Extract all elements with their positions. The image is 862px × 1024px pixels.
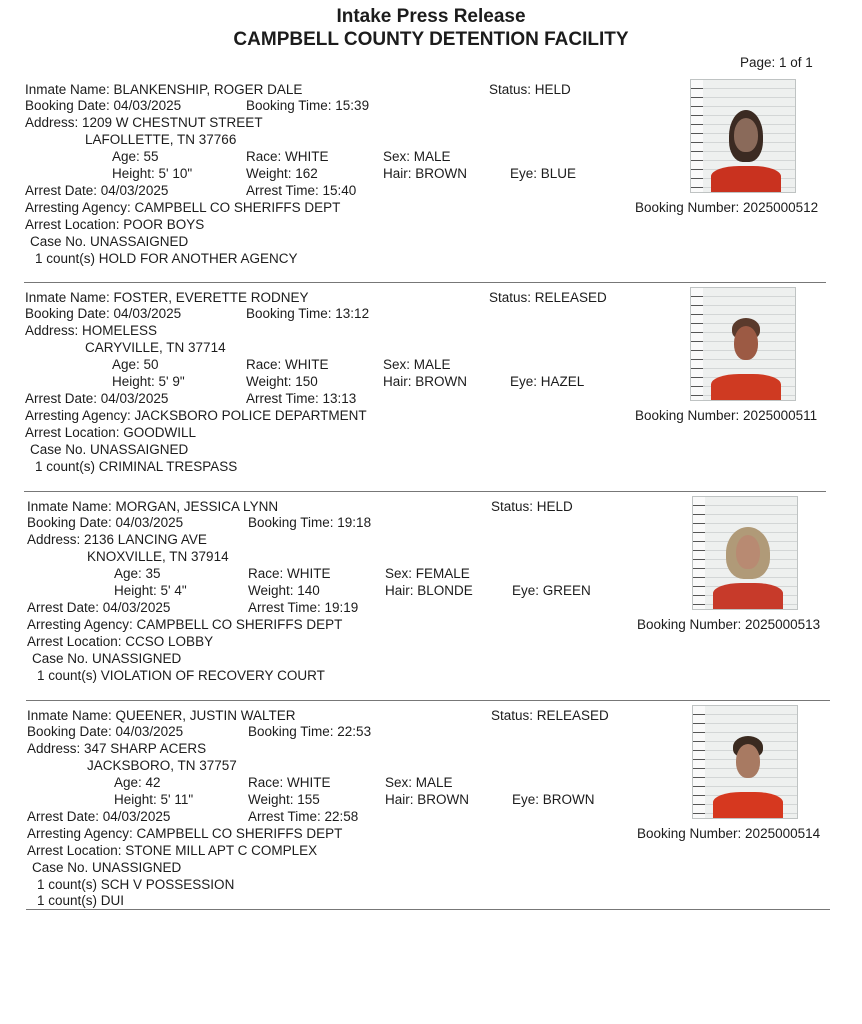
booking-date: Booking Date: 04/03/2025 [27,724,184,739]
case-number: Case No. UNASSIGNED [32,860,182,875]
arresting-agency: Arresting Agency: CAMPBELL CO SHERIFFS DEPT [27,617,343,632]
race: Race: WHITE [246,357,329,372]
status-badge: Status: RELEASED [489,290,607,305]
charge: 1 count(s) VIOLATION OF RECOVERY COURT [37,668,325,683]
arrest-location: Arrest Location: GOODWILL [25,425,197,440]
height: Height: 5' 10" [112,166,193,181]
arrest-date: Arrest Date: 04/03/2025 [27,809,171,824]
arrest-location: Arrest Location: POOR BOYS [25,217,205,232]
status-badge: Status: HELD [491,499,573,514]
booking-time: Booking Time: 22:53 [248,724,372,739]
arrest-date: Arrest Date: 04/03/2025 [25,183,169,198]
charge: 1 count(s) SCH V POSSESSION [37,877,235,892]
height: Height: 5' 9" [112,374,185,389]
mugshot-photo [692,496,798,610]
sex: Sex: MALE [383,357,451,372]
height: Height: 5' 4" [114,583,187,598]
document-title: Intake Press Release [336,6,526,27]
mugshot-photo [692,705,798,819]
status-badge: Status: HELD [489,82,571,97]
address-line1: Address: 1209 W CHESTNUT STREET [25,115,263,130]
eye-color: Eye: HAZEL [510,374,585,389]
weight: Weight: 150 [246,374,318,389]
race: Race: WHITE [246,149,329,164]
arrest-date: Arrest Date: 04/03/2025 [27,600,171,615]
hair-color: Hair: BROWN [383,374,467,389]
record-divider [24,282,826,283]
inmate-name: Inmate Name: MORGAN, JESSICA LYNN [27,499,279,514]
arrest-location: Arrest Location: CCSO LOBBY [27,634,214,649]
arrest-time: Arrest Time: 22:58 [248,809,359,824]
case-number: Case No. UNASSAIGNED [30,442,189,457]
sex: Sex: MALE [383,149,451,164]
address-line1: Address: 347 SHARP ACERS [27,741,207,756]
inmate-name: Inmate Name: BLANKENSHIP, ROGER DALE [25,82,303,97]
race: Race: WHITE [248,775,331,790]
arrest-time: Arrest Time: 13:13 [246,391,357,406]
eye-color: Eye: BLUE [510,166,577,181]
address-line2: KNOXVILLE, TN 37914 [87,549,229,564]
hair-color: Hair: BROWN [383,166,467,181]
booking-date: Booking Date: 04/03/2025 [27,515,184,530]
page-number: Page: 1 of 1 [740,55,813,70]
weight: Weight: 162 [246,166,318,181]
hair-color: Hair: BROWN [385,792,469,807]
case-number: Case No. UNASSAIGNED [30,234,189,249]
booking-date: Booking Date: 04/03/2025 [25,306,182,321]
mugshot-photo [690,79,796,193]
booking-number: Booking Number: 2025000513 [637,617,821,632]
arrest-time: Arrest Time: 19:19 [248,600,359,615]
facility-name: CAMPBELL COUNTY DETENTION FACILITY [233,29,629,50]
address-line2: JACKSBORO, TN 37757 [87,758,237,773]
race: Race: WHITE [248,566,331,581]
age: Age: 50 [112,357,159,372]
booking-time: Booking Time: 15:39 [246,98,370,113]
record-divider [26,909,830,910]
mugshot-photo [690,287,796,401]
height: Height: 5' 11" [114,792,194,807]
booking-date: Booking Date: 04/03/2025 [25,98,182,113]
sex: Sex: MALE [385,775,453,790]
booking-number: Booking Number: 2025000514 [637,826,821,841]
age: Age: 35 [114,566,161,581]
age: Age: 55 [112,149,159,164]
arrest-time: Arrest Time: 15:40 [246,183,357,198]
arresting-agency: Arresting Agency: JACKSBORO POLICE DEPARTMENT [25,408,367,423]
age: Age: 42 [114,775,161,790]
arresting-agency: Arresting Agency: CAMPBELL CO SHERIFFS DEPT [27,826,343,841]
eye-color: Eye: GREEN [512,583,591,598]
inmate-name: Inmate Name: QUEENER, JUSTIN WALTER [27,708,296,723]
charge: 1 count(s) DUI [37,893,125,908]
charge: 1 count(s) CRIMINAL TRESPASS [35,459,238,474]
arrest-location: Arrest Location: STONE MILL APT C COMPLEX [27,843,318,858]
case-number: Case No. UNASSIGNED [32,651,182,666]
booking-number: Booking Number: 2025000512 [635,200,819,215]
status-badge: Status: RELEASED [491,708,609,723]
address-line1: Address: 2136 LANCING AVE [27,532,207,547]
weight: Weight: 140 [248,583,320,598]
address-line2: CARYVILLE, TN 37714 [85,340,226,355]
record-divider [26,700,830,701]
booking-time: Booking Time: 19:18 [248,515,372,530]
weight: Weight: 155 [248,792,320,807]
arrest-date: Arrest Date: 04/03/2025 [25,391,169,406]
booking-number: Booking Number: 2025000511 [635,408,818,423]
inmate-name: Inmate Name: FOSTER, EVERETTE RODNEY [25,290,309,305]
booking-time: Booking Time: 13:12 [246,306,370,321]
eye-color: Eye: BROWN [512,792,595,807]
sex: Sex: FEMALE [385,566,470,581]
arresting-agency: Arresting Agency: CAMPBELL CO SHERIFFS DEPT [25,200,341,215]
address-line1: Address: HOMELESS [25,323,158,338]
charge: 1 count(s) HOLD FOR ANOTHER AGENCY [35,251,298,266]
hair-color: Hair: BLONDE [385,583,473,598]
address-line2: LAFOLLETTE, TN 37766 [85,132,237,147]
record-divider [24,491,826,492]
